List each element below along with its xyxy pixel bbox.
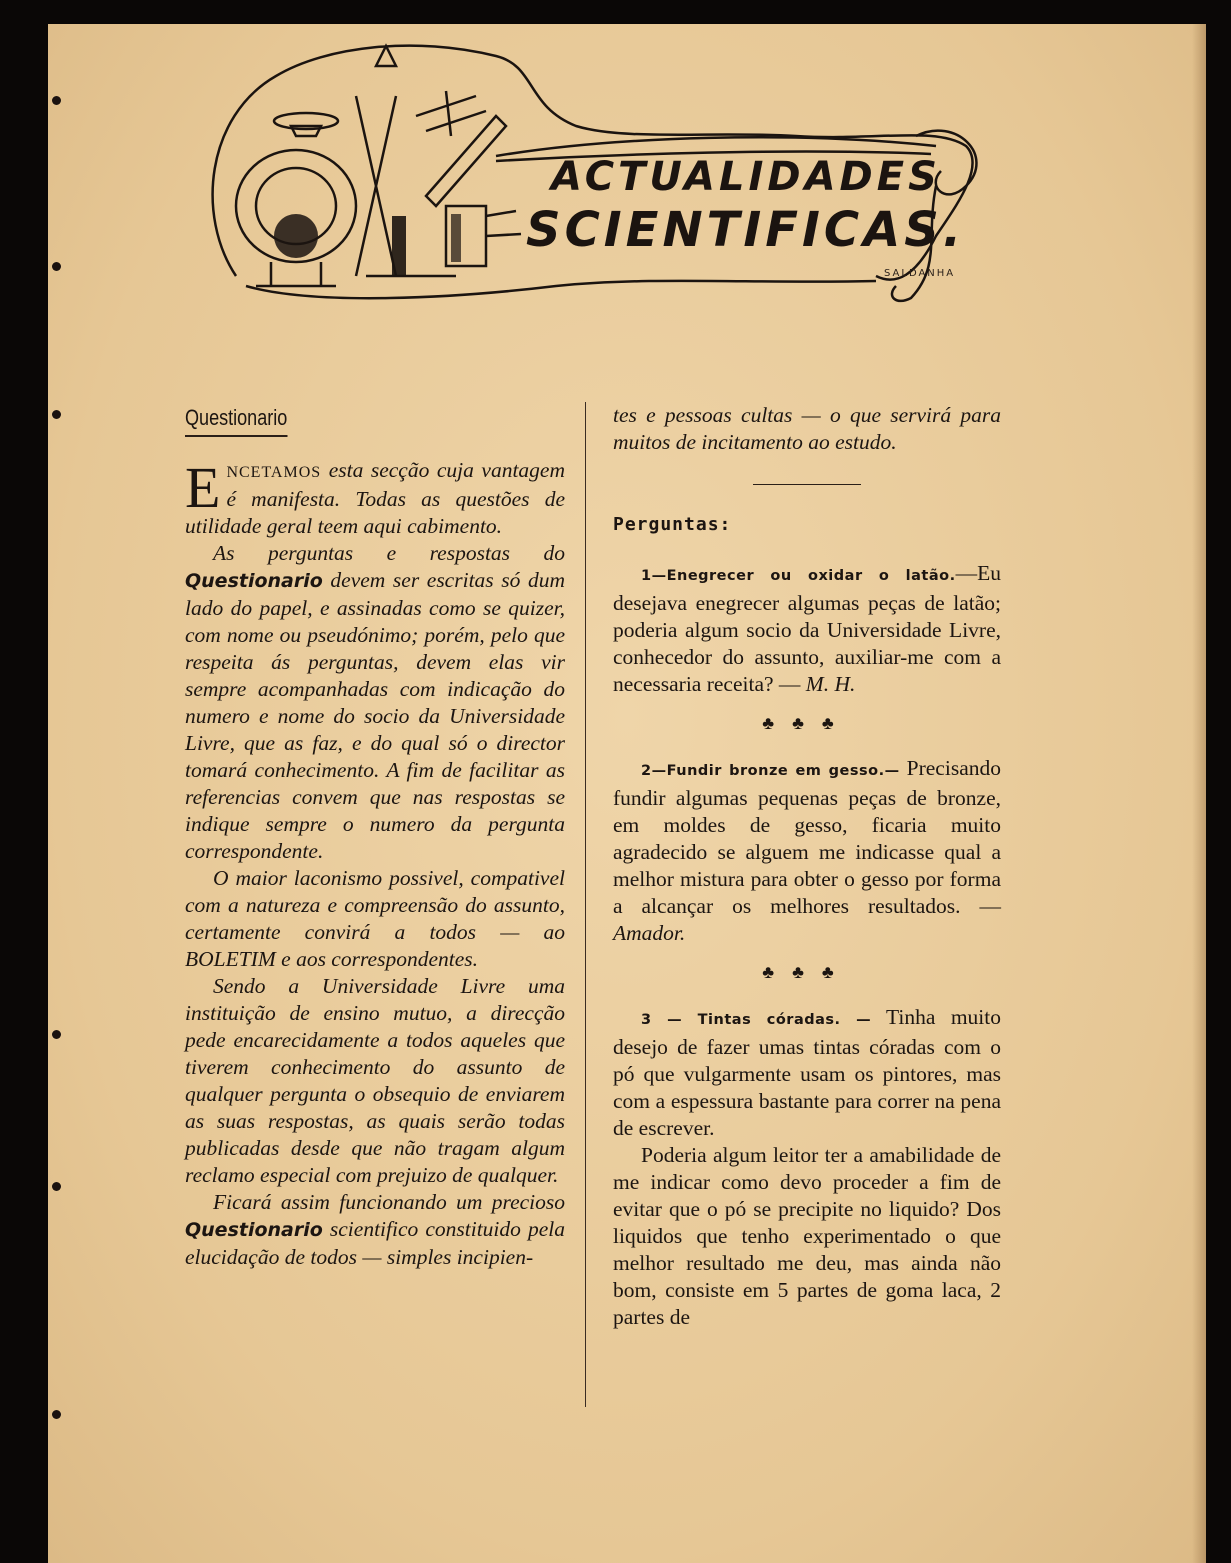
perguntas-heading: Perguntas:	[613, 514, 732, 535]
intro-text: esta secção cuja vantagem é manifesta. Todas as questões de utilidade geral teem aqui cabimento.	[185, 458, 565, 538]
questionario-bold: Questionario	[185, 570, 323, 592]
section-title: Questionario	[185, 404, 287, 437]
paragraph-5	[185, 1189, 565, 1271]
questionario-bold: Questionario	[185, 1219, 323, 1241]
left-column	[185, 404, 565, 1271]
p5-text-a: Ficará assim funcionando um precioso	[213, 1190, 565, 1214]
paragraph-3: O maior laconismo possivel, compativel com a natureza e compreensão do assunto, certamente convirá a todos — ao BOLETIM e aos correspondentes.	[185, 866, 565, 971]
question-2-body: Precisando fundir algumas pequenas peças de bronze, em moldes de gesso, ficaria muito agradecido se alguem me indicasse qual a melhor mistura para obter o gesso por forma a alcançar os melhores resultados. —	[613, 756, 1001, 918]
ornament-stars: ♣♣♣	[762, 713, 852, 733]
right-column	[613, 402, 1001, 1331]
question-3	[613, 1004, 1001, 1142]
section-rule	[753, 484, 861, 485]
question-3-paragraph-2: Poderia algum leitor ter a amabilidade de me indicar como devo proceder a fim de evitar que o pó se precipite no liquido? Dos liquidos que tenho experimentado o que melhor resultado me deu, mas ainda não bom, consiste em 5 partes de goma laca, 2 partes de	[613, 1143, 1001, 1329]
page-edge-shadow	[1192, 24, 1206, 1563]
artist-signature: SALDANHA	[884, 268, 956, 279]
binding-hole	[52, 1182, 61, 1191]
paragraph-4: Sendo a Universidade Livre uma instituição de ensino mutuo, a direcção pede encarecidamente a todos aqueles que tiverem conhecimento do assunto de qualquer pergunta o obsequio de enviarem as suas respostas, as quais serão todas publicadas desde que não tragam algum reclamo especial com prejuizo de qualquer.	[185, 974, 565, 1187]
question-3-body: Tinha muito desejo de fazer umas tintas córadas com o pó que vulgarmente usam os pintores, mas com a espessura bastante para correr na pena de escrever.	[613, 1005, 1001, 1140]
p2-text-a: As perguntas e respostas do	[213, 541, 565, 565]
intro-paragraph	[185, 457, 565, 540]
binding-hole	[52, 1410, 61, 1419]
question-2	[613, 755, 1001, 947]
question-1	[613, 560, 1001, 698]
binding-hole	[52, 262, 61, 271]
column-divider	[585, 402, 586, 1407]
continuation-text: tes e pessoas cultas — o que servirá para muitos de incitamento ao estudo.	[613, 403, 1001, 454]
binding-hole	[52, 96, 61, 105]
question-1-signature: M. H.	[805, 672, 856, 696]
ornament-stars: ♣♣♣	[762, 962, 852, 982]
intro-smallcaps: NCETAMOS	[226, 464, 322, 481]
question-3-heading: 3 — Tintas córadas. —	[641, 1012, 872, 1028]
header-title-line1: ACTUALIDADES	[551, 154, 941, 200]
p5-text-b: scientifico constituido pela elucidação de todos — simples incipien-	[185, 1217, 565, 1269]
binding-hole	[52, 410, 61, 419]
question-2-signature: Amador.	[613, 921, 686, 945]
paragraph-2	[185, 540, 565, 865]
header-illustration	[196, 36, 986, 321]
question-1-heading: 1—Enegrecer ou oxidar o latão.	[641, 568, 956, 584]
p2-text-b: devem ser escritas só dum lado do papel, e assinadas como se quizer, com nome ou pseudónimo; porém, pelo que respeita ás perguntas, devem elas vir sempre acompanhadas com indicação do numero e nome do socio da Universidade Livre, que as faz, e do qual só o director tomará conhecimento. A fim de facilitar as referencias convem que nas respostas se indique sempre o numero da pergunta correspondente.	[185, 568, 565, 863]
header-title-line2: SCIENTIFICAS.	[526, 202, 966, 258]
page	[48, 24, 1206, 1563]
question-2-heading: 2—Fundir bronze em gesso.—	[641, 763, 900, 779]
drop-cap: E	[185, 455, 221, 520]
binding-hole	[52, 1030, 61, 1039]
question-1-body: —Eu desejava enegrecer algumas peças de latão; poderia algum socio da Universidade Livre, conhecedor do assunto, auxiliar-me com a necessaria receita? —	[613, 561, 1001, 696]
